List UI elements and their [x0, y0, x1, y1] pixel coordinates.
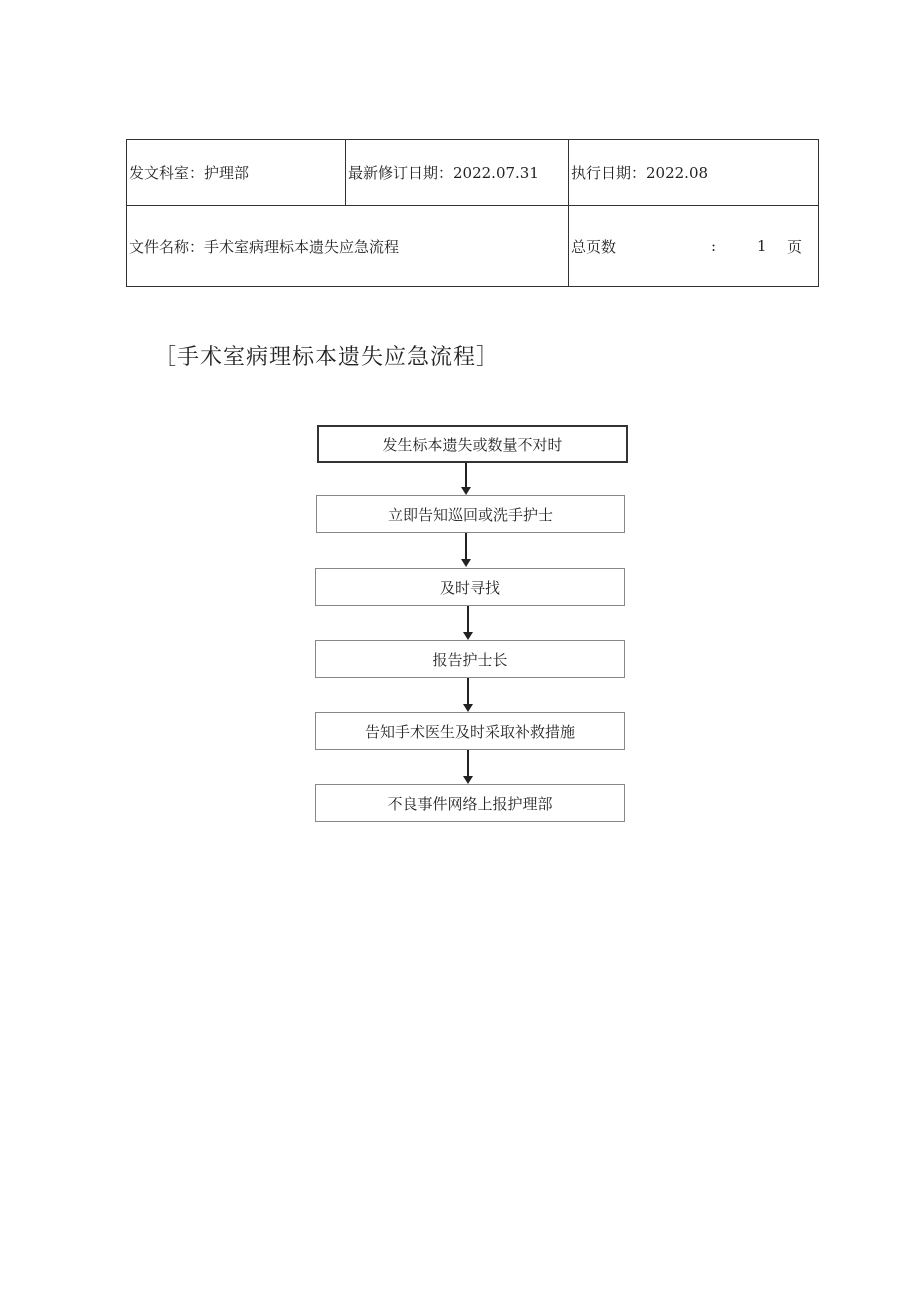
- effective-date: 执行日期：2022.08: [569, 140, 819, 206]
- flow-arrow-2: [465, 533, 467, 565]
- flow-step-6: 不良事件网络上报护理部: [315, 784, 625, 822]
- flow-arrow-3: [467, 606, 469, 638]
- flow-arrow-4: [467, 678, 469, 710]
- flow-step-4: 报告护士长: [315, 640, 625, 678]
- flow-step-1: 发生标本遗失或数量不对时: [317, 425, 628, 463]
- page-count-colon: :: [711, 237, 717, 255]
- revision-date: 最新修订日期：2022.07.31: [346, 140, 569, 206]
- flow-arrow-5: [467, 750, 469, 782]
- flow-arrow-1: [465, 463, 467, 493]
- page-count-unit: 页: [787, 237, 803, 256]
- file-name: 文件名称：手术室病理标本遗失应急流程: [127, 206, 569, 287]
- issuing-department: 发文科室：护理部: [127, 140, 346, 206]
- page-title: ［手术室病理标本遗失应急流程］: [154, 345, 500, 370]
- page-count-label: 总页数: [571, 237, 617, 256]
- flow-step-3: 及时寻找: [315, 568, 625, 606]
- document-header-table: [126, 139, 819, 287]
- page-count-cell: [569, 206, 819, 287]
- flow-step-5: 告知手术医生及时采取补救措施: [315, 712, 625, 750]
- page-count-value: 1: [757, 237, 767, 255]
- flow-step-2: 立即告知巡回或洗手护士: [316, 495, 625, 533]
